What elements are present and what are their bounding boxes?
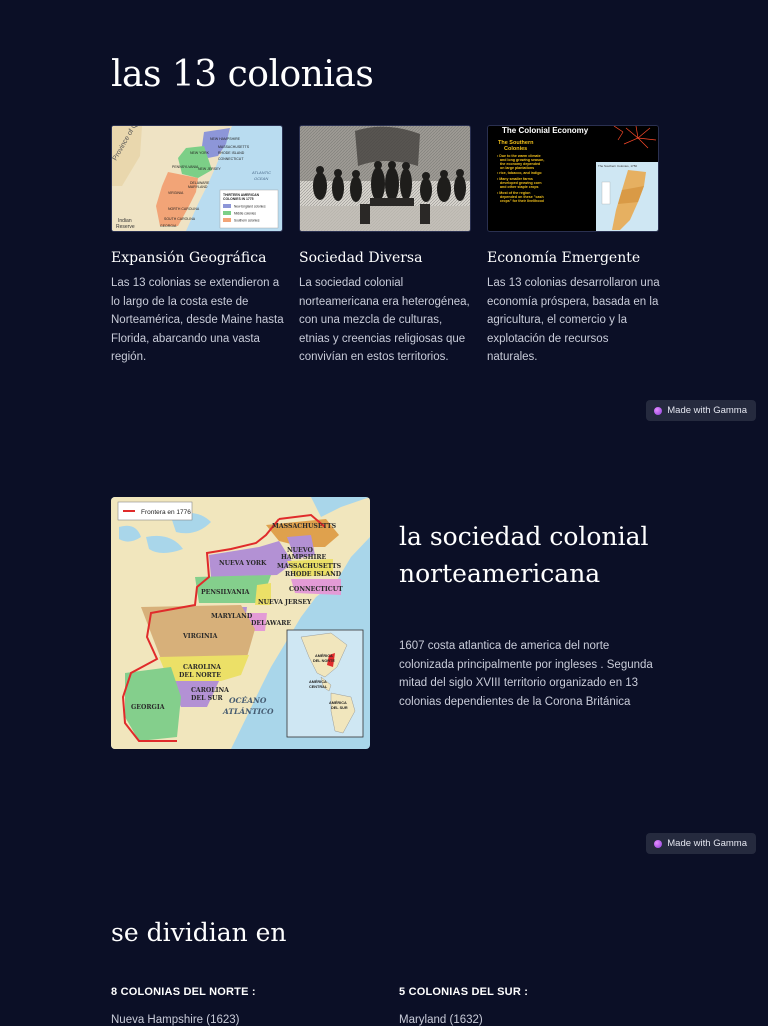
south-colonies-heading: 5 COLONIAS DEL SUR : (399, 986, 529, 998)
svg-text:Indian: Indian (118, 218, 132, 224)
svg-text:PENNSYLVANIA: PENNSYLVANIA (172, 165, 199, 169)
made-with-gamma-badge[interactable] (646, 400, 756, 421)
svg-text:HAMPSHIRE: HAMPSHIRE (281, 554, 327, 561)
slide-title: The Colonial Economy (502, 126, 589, 135)
section-title: la sociedad colonial norteamericana (399, 522, 649, 588)
gamma-logo-icon (654, 407, 662, 415)
section-title: se dividian en (111, 918, 287, 947)
svg-text:OCÉANO: OCÉANO (229, 696, 267, 705)
svg-text:crops" for their livelihood: crops" for their livelihood (500, 199, 544, 203)
svg-text:DEL NORTE: DEL NORTE (313, 659, 335, 663)
card-text: La sociedad colonial norteamericana era heterogénea, con una mezcla de culturas, etnias y creencias religiosas que convivían en estos territorios. (299, 277, 470, 363)
svg-text:OCEAN: OCEAN (254, 176, 269, 181)
svg-text:COLONIES IN 1775: COLONIES IN 1775 (223, 197, 254, 201)
svg-text:NEW YORK: NEW YORK (190, 151, 209, 155)
section-body-text: 1607 costa atlantica de america del norte colonizada principalmente por ingleses . Segunda mitad del siglo XVIII territorio organizado en 13 colonias dependientes de la Corona Británica (399, 640, 653, 708)
svg-text:GEORGIA: GEORGIA (131, 704, 165, 711)
svg-text:the economy depended: the economy depended (500, 162, 541, 166)
svg-text:Reserve: Reserve (116, 224, 135, 230)
card-text: Las 13 colonias se extendieron a lo largo de la costa este de Norteamérica, desde Maine hasta Florida, abarcando una vasta región. (111, 277, 284, 363)
svg-text:RHODE ISLAND: RHODE ISLAND (218, 151, 245, 155)
svg-text:Southern colonies: Southern colonies (234, 218, 260, 223)
svg-text:New England colonies: New England colonies (234, 204, 266, 209)
svg-text:DEL SUR: DEL SUR (331, 706, 348, 710)
card-text: Las 13 colonias desarrollaron una economía próspera, basada en la agricultura, el comercio y la explotación de recursos naturales. (487, 277, 660, 363)
svg-text:• Due to the warm climate: • Due to the warm climate (497, 154, 541, 158)
gamma-logo-icon (654, 840, 662, 848)
svg-text:DELAWARE: DELAWARE (190, 181, 210, 185)
svg-text:DEL NORTE: DEL NORTE (179, 672, 221, 679)
svg-text:developed growing corn: developed growing corn (500, 181, 542, 185)
list-item: Nueva Hampshire (1623) (111, 1014, 240, 1026)
card-sociedad (299, 125, 471, 367)
svg-text:NUEVA YORK: NUEVA YORK (219, 560, 267, 567)
svg-text:CAROLINA: CAROLINA (191, 687, 229, 694)
map-label: Province of (112, 128, 136, 162)
svg-text:AMÉRICA: AMÉRICA (315, 654, 333, 658)
svg-text:NEW JERSEY: NEW JERSEY (198, 167, 221, 171)
svg-text:CONNECTICUT: CONNECTICUT (218, 157, 244, 161)
card-heading: Economía Emergente (487, 250, 641, 266)
colonies-1776-map-image (111, 497, 370, 749)
svg-text:MASSACHUSETTS: MASSACHUSETTS (272, 523, 337, 530)
svg-text:AMÉRICA: AMÉRICA (329, 701, 347, 705)
svg-text:GEORGIA: GEORGIA (160, 224, 177, 228)
svg-text:• rice, tobacco, and indigo: • rice, tobacco, and indigo (497, 171, 542, 175)
svg-text:RHODE ISLAND: RHODE ISLAND (285, 571, 342, 578)
svg-text:DELAWARE: DELAWARE (251, 620, 292, 627)
card-expansion (111, 125, 283, 367)
svg-text:SOUTH CAROLINA: SOUTH CAROLINA (164, 217, 196, 221)
badge-label: Made with Gamma (667, 838, 747, 849)
colonies-1775-map-image (111, 125, 283, 232)
svg-text:and long growing season,: and long growing season, (500, 158, 545, 162)
svg-text:MARYLAND: MARYLAND (188, 185, 208, 189)
svg-text:CENTRAL: CENTRAL (309, 685, 328, 689)
svg-text:Middle colonies: Middle colonies (234, 211, 256, 216)
card-economia (487, 125, 659, 367)
made-with-gamma-badge[interactable] (646, 833, 756, 854)
svg-text:ATLANTIC: ATLANTIC (252, 170, 272, 175)
svg-text:• Many smaller farms: • Many smaller farms (497, 177, 533, 181)
svg-text:NORTH CAROLINA: NORTH CAROLINA (168, 207, 200, 211)
svg-text:AMÉRICA: AMÉRICA (309, 680, 327, 684)
svg-text:The Southern: The Southern (498, 140, 534, 146)
list-item: Maryland (1632) (399, 1014, 483, 1026)
svg-text:ATLÁNTICO: ATLÁNTICO (223, 707, 274, 716)
svg-text:and other staple crops: and other staple crops (500, 185, 539, 189)
svg-text:DEL SUR: DEL SUR (191, 695, 223, 702)
svg-text:on large plantations: on large plantations (500, 166, 535, 170)
section-title: las 13 colonias (111, 54, 374, 95)
svg-text:VIRGINIA: VIRGINIA (183, 633, 218, 640)
svg-text:CAROLINA: CAROLINA (183, 664, 221, 671)
svg-text:MARYLAND: MARYLAND (211, 613, 253, 620)
svg-text:CONNECTICUT: CONNECTICUT (289, 586, 343, 593)
svg-text:MASSACHUSETTS: MASSACHUSETTS (218, 145, 250, 149)
map-legend-label: Frontera en 1776 (141, 509, 191, 516)
card-heading: Sociedad Diversa (299, 250, 423, 266)
svg-text:NUEVA JERSEY: NUEVA JERSEY (258, 599, 312, 606)
card-heading: Expansión Geográfica (111, 250, 267, 266)
svg-text:depended on these "cash: depended on these "cash (500, 195, 544, 199)
colonial-economy-slide-image (487, 125, 659, 232)
svg-text:NEW HAMPSHIRE: NEW HAMPSHIRE (210, 137, 240, 141)
svg-text:The Southern Colonies, 1750: The Southern Colonies, 1750 (598, 164, 638, 168)
svg-text:MASSACHUSETTS: MASSACHUSETTS (277, 563, 342, 570)
svg-text:VIRGINIA: VIRGINIA (168, 191, 184, 195)
svg-text:PENSILVANIA: PENSILVANIA (201, 589, 250, 596)
svg-text:Colonies: Colonies (504, 146, 528, 152)
svg-text:• Most of the region: • Most of the region (497, 191, 531, 195)
svg-text:NUEVO: NUEVO (287, 547, 313, 554)
badge-label: Made with Gamma (667, 405, 747, 416)
declaration-engraving-image (299, 125, 471, 232)
svg-text:THIRTEEN AMERICAN: THIRTEEN AMERICAN (223, 193, 260, 197)
north-colonies-heading: 8 COLONIAS DEL NORTE : (111, 986, 256, 998)
